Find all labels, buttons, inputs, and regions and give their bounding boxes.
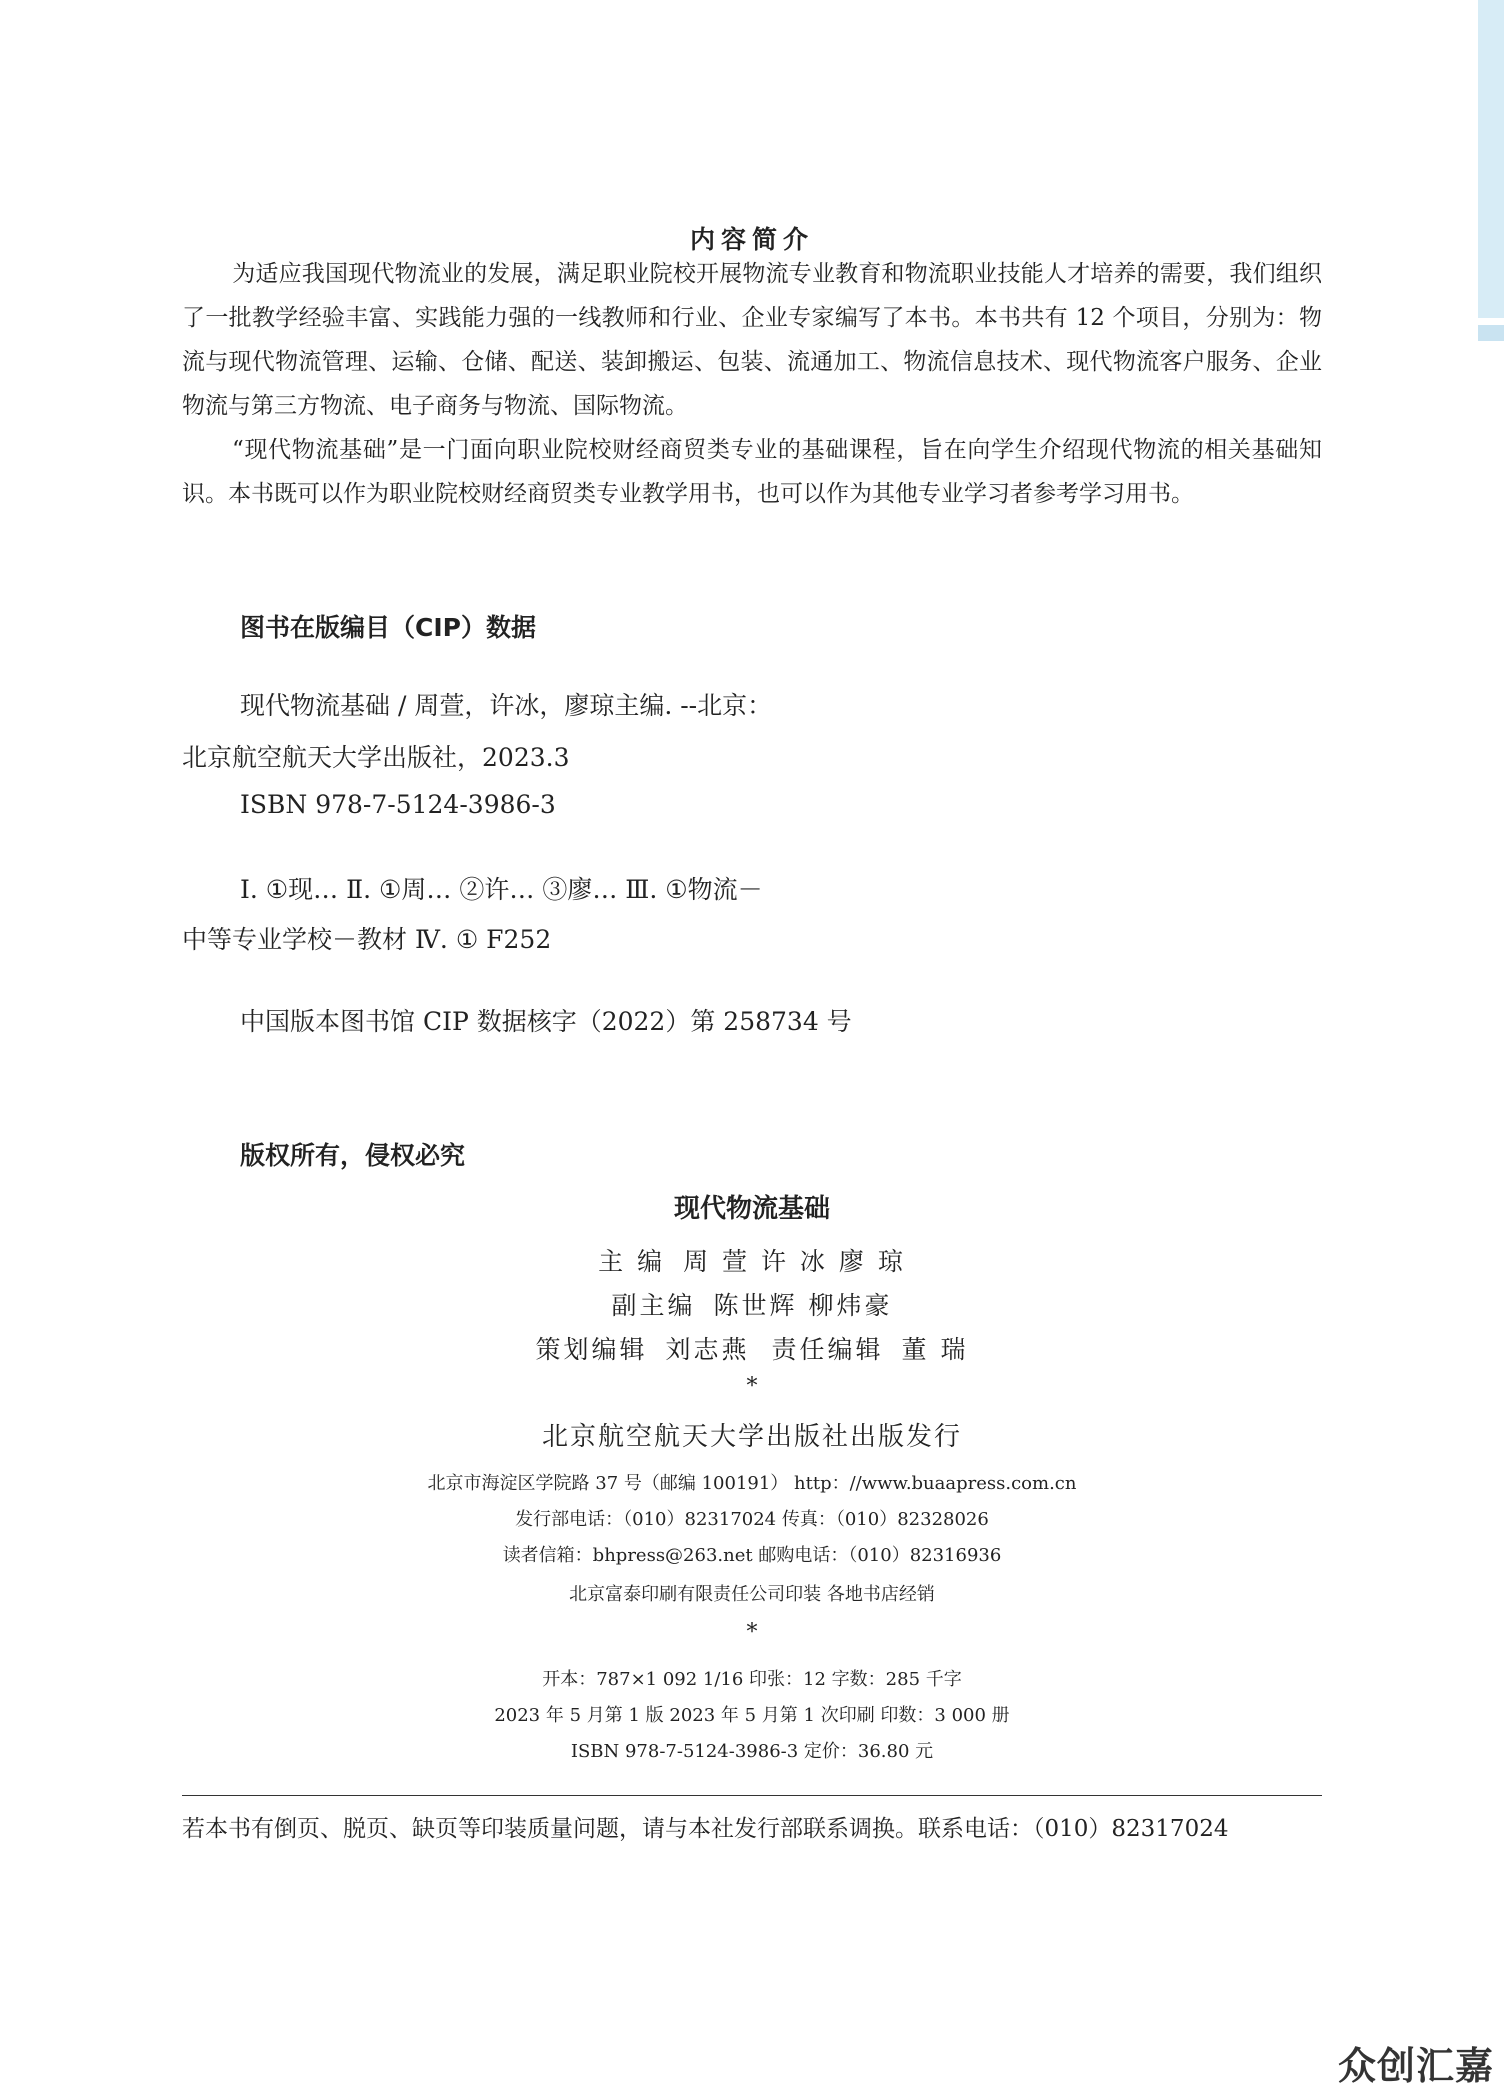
reader-contact: 读者信箱：bhpress@263.net 邮购电话：（010）82316936 <box>502 1545 1002 1566</box>
deputy-editor-role: 副主编 <box>611 1291 696 1320</box>
editors-line <box>0 1330 1504 1366</box>
deputy-editors: 陈世辉 柳炜豪 <box>713 1291 893 1320</box>
summary-paragraph-1 <box>182 252 1322 428</box>
chief-editors: 周 萱 许 冰 廖 琼 <box>683 1247 906 1276</box>
cip-classification-2: 中等专业学校－教材 Ⅳ. ① F252 <box>182 925 552 954</box>
chief-editor-role: 主 编 <box>598 1247 666 1276</box>
publisher-phones: 发行部电话：（010）82317024 传真：（010）82328026 <box>515 1509 989 1530</box>
section-title: 内容简介 <box>689 225 814 254</box>
rights-notice: 版权所有，侵权必究 <box>240 1141 466 1170</box>
format-info: 开本：787×1 092 1/16 印张：12 字数：285 千字 <box>542 1669 962 1690</box>
planning-editor: 刘志燕 <box>665 1335 750 1364</box>
edition-info: 2023 年 5 月第 1 版 2023 年 5 月第 1 次印刷 印数：3 000 册 <box>494 1705 1010 1726</box>
summary-paragraph-2 <box>182 428 1322 516</box>
responsible-editor-role: 责任编辑 <box>771 1335 884 1364</box>
book-title: 现代物流基础 <box>673 1194 830 1224</box>
cip-record-number: 中国版本图书馆 CIP 数据核字（2022）第 258734 号 <box>240 1007 852 1036</box>
planning-editor-role: 策划编辑 <box>535 1335 648 1364</box>
footer-divider <box>182 1795 1322 1796</box>
deputy-editors-line <box>0 1286 1504 1322</box>
cip-heading: 图书在版编目（CIP）数据 <box>240 613 536 642</box>
edge-tab-mark <box>1478 325 1504 341</box>
watermark-logo: 众创汇嘉 <box>1337 2044 1494 2088</box>
chief-editors-line <box>0 1242 1504 1278</box>
cip-line-2: 北京航空航天大学出版社，2023.3 <box>182 743 570 772</box>
summary-paragraph-2-text: “现代物流基础”是一门面向职业院校财经商贸类专业的基础课程，旨在向学生介绍现代物流的相关基础知识。本书既可以作为职业院校财经商贸类专业教学用书，也可以作为其他专业学习者参考学习用书。 <box>182 437 1322 507</box>
summary-paragraph-1-text: 为适应我国现代物流业的发展，满足职业院校开展物流专业教育和物流职业技能人才培养的需要，我们组织了一批教学经验丰富、实践能力强的一线教师和行业、企业专家编写了本书。本书共有 12 个项目，分别为：物流与现代物流管理、运输、仓储、配送、装卸搬运、包装、流通加工、物流信息技术、现代物流客户服务、企业物流与第三方物流、电子商务与物流、国际物流。 <box>182 261 1322 419</box>
publisher: 北京航空航天大学出版社出版发行 <box>541 1422 962 1452</box>
cip-isbn: ISBN 978-7-5124-3986-3 <box>240 790 556 819</box>
footer-note: 若本书有倒页、脱页、缺页等印装质量问题，请与本社发行部联系调换。联系电话：（010）82317024 <box>182 1816 1229 1842</box>
edge-tab <box>1478 0 1504 318</box>
responsible-editor: 董 瑞 <box>901 1335 969 1364</box>
cip-line-1: 现代物流基础 / 周萱，许冰，廖琼主编. --北京： <box>240 691 773 720</box>
isbn-price: ISBN 978-7-5124-3986-3 定价：36.80 元 <box>570 1741 934 1762</box>
separator-star: * <box>746 1620 758 1645</box>
publisher-address: 北京市海淀区学院路 37 号（邮编 100191） http：//www.buaapress.com.cn <box>427 1473 1077 1494</box>
printer-info: 北京富泰印刷有限责任公司印装 各地书店经销 <box>569 1584 935 1605</box>
cip-classification-1: Ⅰ. ①现… Ⅱ. ①周… ②许… ③廖… Ⅲ. ①物流－ <box>240 875 763 904</box>
separator-star: * <box>746 1374 758 1399</box>
